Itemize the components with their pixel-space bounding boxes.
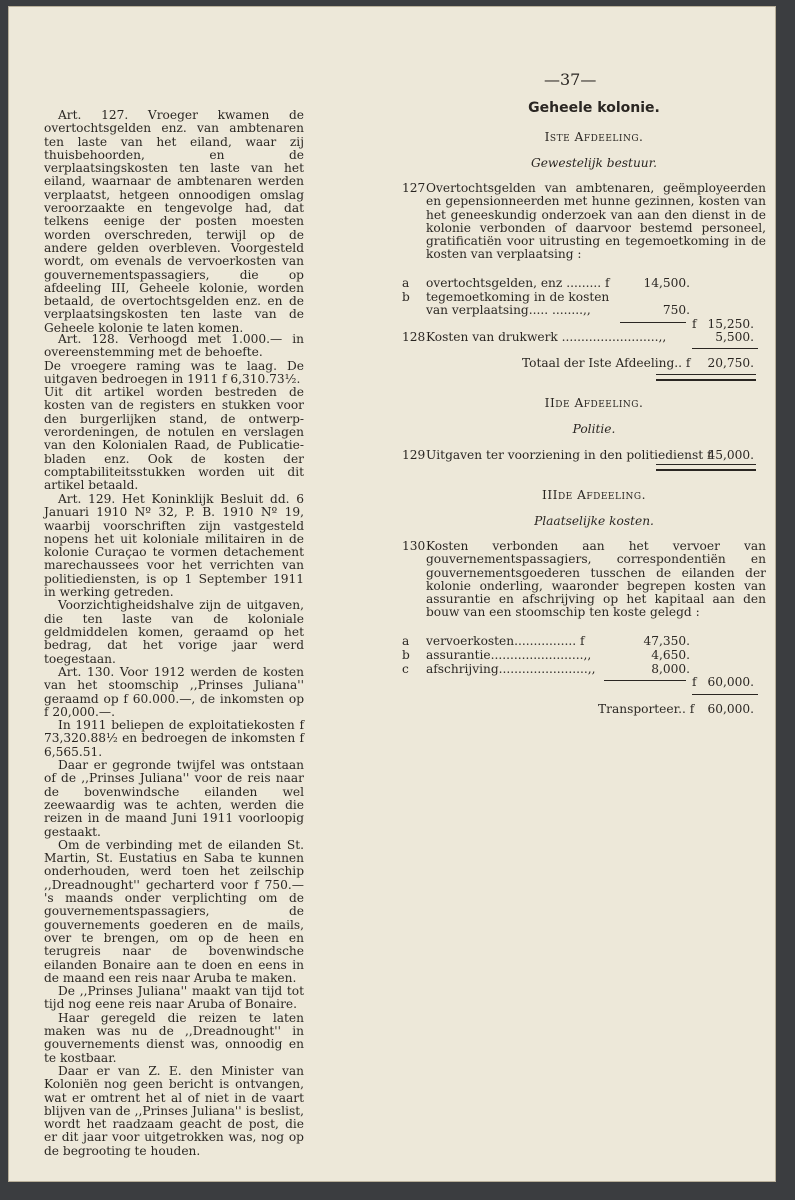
- transport-amount: 60,000.: [707, 702, 754, 716]
- section-title: Geheele kolonie.: [528, 100, 660, 116]
- afdeeling-1-subheading: Gewestelijk bestuur.: [530, 156, 657, 170]
- afdeeling-1-heading: Iste Afdeeling.: [544, 130, 644, 144]
- item-text: Overtochtsgelden van ambtenaren, geëmployeerden en gepensionneerden met hunne gezinnen, kosten van het geneeskundig onderzoek van aan den dienst in de kolonie verbonden of daarvoor bestemd personeel, gratificatiën voor uitrusting en tegemoetkoming in de kosten van verplaatsing :: [426, 181, 766, 262]
- paragraph: Daar er gegronde twijfel was ontstaan of de ,,Prinses Juliana'' voor de reis naar de bovenwindsche eilanden wel zeewaardig was te achten, werden die reizen in de maand Juni 1911 voorloopig gestaakt.: [44, 758, 304, 839]
- paragraph: In 1911 beliepen de exploitatiekosten f 73,320.88½ en bedroegen de inkomsten f 6,565.51.: [44, 718, 304, 759]
- afdeeling-2-heading: IIde Afdeeling.: [544, 396, 644, 410]
- paragraph: Art. 127. Vroeger kwamen de overtochtsgelden enz. van ambtenaren ten laste van het eiland, waar zij thuisbehoorden, en de verplaatsingskosten ten laste van het eiland, waarnaar de ambtenaren werden verplaatst, hetgeen onnoodigen omslag veroorzaakte en tengevolge had, dat telkens eenige der posten moesten worden overschreden, terwijl op de andere gelden overbleven. Voorgesteld wordt, om evenals de vervoerkosten van gouvernementspassagiers, die op afdeeling III, Geheele kolonie, worden betaald, de overtochtsgelden enz. en de verplaatsingskosten ten laste van de Geheele kolonie te laten komen.: [44, 108, 304, 335]
- item-130: [402, 540, 766, 620]
- totaal-afdeeling-1-amount: 20,750.: [707, 356, 754, 370]
- art-127-block: [44, 109, 304, 335]
- item-130-total-currency: f: [692, 675, 697, 689]
- paragraph: Art. 130. Voor 1912 werden de kosten van het stoomschip ,,Prinses Juliana'' geraamd op f 60.000.—, de inkomsten op f 20,000.—.: [44, 665, 304, 719]
- art-130-block: [44, 666, 304, 1158]
- item-130-b-amount: 4,650.: [651, 648, 690, 662]
- item-number: 130: [402, 539, 426, 553]
- item-127-b-label: b: [402, 290, 410, 304]
- item-127: [402, 182, 766, 262]
- paragraph: Daar er van Z. E. den Minister van Koloniën nog geen bericht is ontvangen, wat er omtrent het al of niet in de vaart blijven van de ,,Prinses Juliana'' is beslist, wordt het raadzaam geacht de post, die er dit jaar voor uitgetrokken was, nog op de begrooting te houden.: [44, 1063, 304, 1158]
- item-130-a-text: vervoerkosten................ f: [426, 634, 585, 648]
- item-128-amount: 5,500.: [715, 330, 754, 344]
- item-127-total: 15,250.: [707, 317, 754, 331]
- item-127-b-text: tegemoetkoming in de kosten: [426, 290, 610, 304]
- item-text: Kosten verbonden aan het vervoer van gouvernementspassagiers, correspondentiën en gouvernementsgoederen tusschen de eilanden der kolonie onderling, waaronder begrepen kosten van assurantie en afschrijving op het kapitaal aan den bouw van een stoomschip ten koste gelegd :: [426, 539, 766, 620]
- item-127-a-label: a: [402, 276, 410, 290]
- totaal-afdeeling-1-label: Totaal der Iste Afdeeling.. f: [522, 356, 691, 370]
- page-number: —37—: [544, 70, 597, 89]
- double-rule: [656, 374, 756, 381]
- afdeeling-3-subheading: Plaatselijke kosten.: [534, 514, 654, 528]
- paragraph: De vroegere raming was te laag. De uitgaven bedroegen in 1911 f 6,310.73½.: [44, 358, 304, 386]
- item-130-c-label: c: [402, 662, 409, 676]
- item-128-number: 128: [402, 330, 426, 344]
- paragraph: Uit dit artikel worden bestreden de kosten van de registers en stukken voor den burgerlijken stand, de ontwerp-verordeningen, de notulen en verslagen van den Kolonialen Raad, de Publicatie-bladen enz. Ook de kosten der comptabiliteitsstukken worden uit dit artikel betaald.: [44, 385, 304, 493]
- item-130-total: 60,000.: [707, 675, 754, 689]
- paragraph: Voorzichtigheidshalve zijn de uitgaven, die ten laste van de koloniale geldmiddelen komen, geraamd op het bedrag, dat het vorige jaar werd toegestaan.: [44, 598, 304, 666]
- double-rule: [656, 464, 756, 471]
- paragraph: Om de verbinding met de eilanden St. Martin, St. Eustatius en Saba te kunnen onderhouden, werd toen het zeilschip ,,Dreadnought'' gecharterd voor f 750.— 's maands onder verplichting om de gouvernementspassagiers, de gouvernements goederen en de mails, over te brengen, om op de heen en terugreis naar de bovenwindsche eilanden Bonaire aan te doen en eens in de maand een reis naar Aruba te maken.: [44, 837, 304, 985]
- paragraph: Haar geregeld die reizen te laten maken was nu de ,,Dreadnought'' in gouvernements dienst was, onnoodig en te kostbaar.: [44, 1010, 304, 1065]
- document-page: [8, 6, 776, 1182]
- item-130-b-text: assurantie........................,,: [426, 648, 592, 662]
- item-127-b-text-cont: van verplaatsing..... ........,,: [426, 303, 591, 317]
- transport-label: Transporteer.. f: [598, 702, 695, 716]
- item-127-a-amount: 14,500.: [643, 276, 690, 290]
- subtotal-rule: [620, 322, 686, 323]
- item-127-a-text: overtochtsgelden, enz ......... f: [426, 276, 610, 290]
- afdeeling-2-subheading: Politie.: [572, 422, 616, 436]
- subtotal-rule: [604, 680, 686, 681]
- item-129-amount: 45,000.: [707, 448, 754, 462]
- item-130-a-label: a: [402, 634, 410, 648]
- paragraph: Art. 129. Het Koninklijk Besluit dd. 6 Januari 1910 Nº 32, P. B. 1910 Nº 19, waarbij voorschriften zijn vastgesteld nopens het uit koloniale militairen in de kolonie Curaçao te vormen detachement marechaussees voor het verrichten van politiediensten, is op 1 September 1911 in werking getreden.: [44, 492, 304, 600]
- art-128-block: [44, 333, 304, 493]
- item-129-number: 129: [402, 448, 426, 462]
- paragraph: De ,,Prinses Juliana'' maakt van tijd tot tijd nog eene reis naar Aruba of Bonaire.: [44, 984, 304, 1012]
- item-127-total-currency: f: [692, 317, 697, 331]
- item-128-text: Kosten van drukwerk .........................,,: [426, 330, 667, 344]
- item-130-b-label: b: [402, 648, 410, 662]
- item-129-text: Uitgaven ter voorziening in den politiedienst f: [426, 448, 712, 462]
- item-127-b-amount: 750.: [662, 303, 690, 317]
- item-130-c-amount: 8,000.: [651, 662, 690, 676]
- item-130-a-amount: 47,350.: [643, 634, 690, 648]
- item-130-c-text: afschrijving.......................,,: [426, 662, 596, 676]
- afdeeling-3-heading: IIIde Afdeeling.: [542, 488, 646, 502]
- art-129-block: [44, 493, 304, 666]
- paragraph: Art. 128. Verhoogd met 1.000.— in overeenstemming met de behoefte.: [44, 332, 304, 360]
- total-rule: [692, 694, 758, 695]
- item-number: 127: [402, 181, 426, 195]
- total-rule: [692, 348, 758, 349]
